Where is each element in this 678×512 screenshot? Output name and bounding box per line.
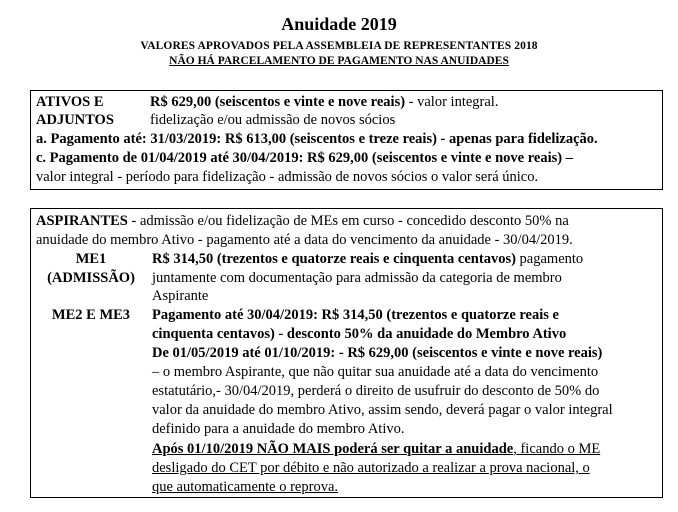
ativos-item-c: c. Pagamento de 01/04/2019 até 30/04/2019: R$ 629,00 (seiscentos e vinte e nove reais) –: [36, 150, 573, 166]
me23-line6: valor da anuidade do membro Ativo, assim sendo, deverá pagar o valor integral: [152, 402, 613, 418]
me1-line3: Aspirante: [152, 288, 209, 304]
installment-notice: NÃO HÁ PARCELAMENTO DE PAGAMENTO NAS ANUIDADES: [169, 55, 509, 67]
page-title: Anuidade 2019: [281, 14, 397, 34]
me23-line4: – o membro Aspirante, que não quitar sua anuidade até a data do vencimento: [152, 364, 599, 380]
page-subtitle: VALORES APROVADOS PELA ASSEMBLEIA DE REPRESENTANTES 2018: [140, 40, 538, 52]
me23-line1: Pagamento até 30/04/2019: R$ 314,50 (trezentos e quatorze reais e: [152, 307, 559, 323]
ativos-label-line1: ATIVOS E: [36, 94, 104, 110]
me1-value-bold: R$ 314,50 (trezentos e quatorze reais e cinquenta centavos): [152, 251, 516, 267]
me1-sublabel: (ADMISSÃO): [47, 270, 135, 286]
aspirantes-intro: [36, 212, 569, 230]
aspirantes-intro-line2: anuidade do membro Ativo - pagamento até a data do vencimento da anuidade - 30/04/2019.: [36, 232, 573, 248]
ativos-item-c-cont: valor integral - período para fidelização - admissão de novos sócios o valor será único.: [36, 169, 539, 185]
me1-line1: [152, 250, 583, 268]
ativos-value-rest: - valor integral.: [405, 94, 499, 110]
warning-line1: [152, 440, 600, 458]
ativos-note: fidelização e/ou admissão de novos sócios: [150, 112, 396, 128]
ativos-value-bold: R$ 629,00 (seiscentos e vinte e nove reais): [150, 94, 406, 110]
warning-bold: Após 01/10/2019 NÃO MAIS poderá ser quitar a anuidade: [152, 441, 514, 457]
me23-line2: cinquenta centavos) - desconto 50% da anuidade do Membro Ativo: [152, 326, 567, 342]
warning-line2: desligado do CET por débito e não autorizado a realizar a prova nacional, o: [152, 460, 590, 476]
me23-line7: definido para a anuidade do membro Ativo.: [152, 421, 405, 437]
me1-value-rest: pagamento: [515, 251, 584, 267]
aspirantes-heading: ASPIRANTES: [36, 213, 128, 229]
me1-line2: juntamente com documentação para admissão da categoria de membro: [152, 270, 562, 286]
warning-line3: que automaticamente o reprova.: [152, 479, 339, 495]
me23-label: ME2 E ME3: [51, 307, 131, 323]
ativos-label-line2: ADJUNTOS: [36, 112, 114, 128]
aspirantes-intro-rest: - admissão e/ou fidelização de MEs em curso - concedido desconto 50% na: [127, 213, 569, 229]
ativos-item-a: a. Pagamento até: 31/03/2019: R$ 613,00 (seiscentos e treze reais) - apenas para fidelização.: [36, 131, 598, 147]
me23-line5: estatutário,- 30/04/2019, perderá o direito de usufruir do desconto de 50% do: [152, 383, 600, 399]
ativos-value: [150, 93, 498, 111]
warning-rest: , ficando o ME: [513, 441, 601, 457]
me1-label: ME1: [75, 251, 107, 267]
me23-line3: De 01/05/2019 até 01/10/2019: - R$ 629,00 (seiscentos e vinte e nove reais): [152, 345, 603, 361]
